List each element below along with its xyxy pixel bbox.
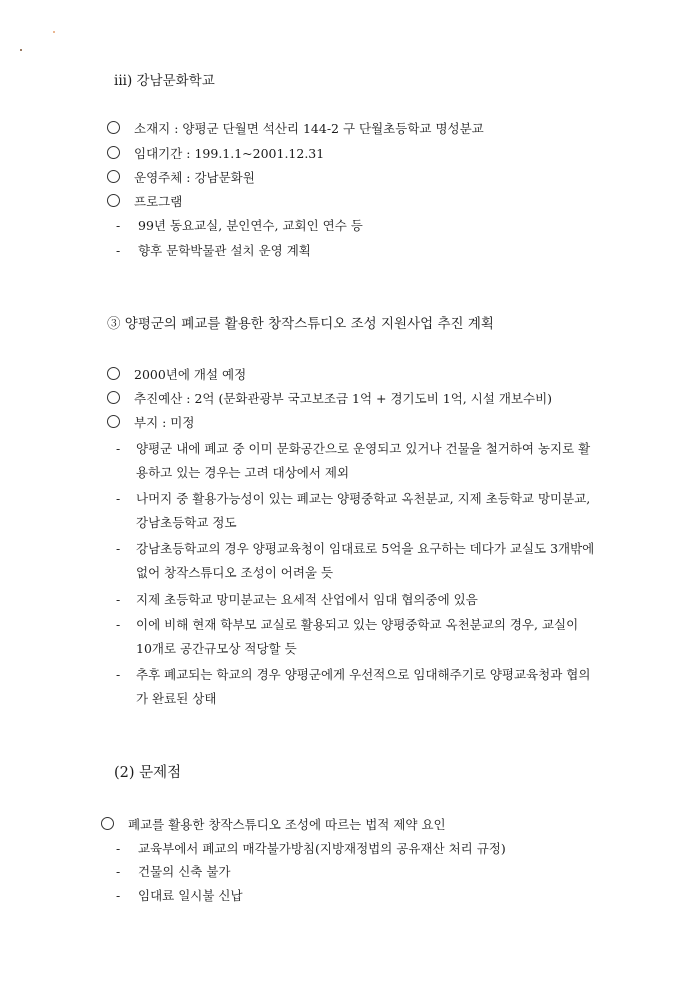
dash-item: - 양평군 내에 폐교 중 이미 문화공간으로 운영되고 있거나 건물을 철거하여 농지로 활	[116, 441, 591, 456]
circle-bullet-icon	[107, 391, 120, 404]
dash-item: - 지제 초등학교 망미분교는 요세적 산업에서 임대 협의중에 있음	[116, 592, 478, 607]
dash-item: - 강남초등학교의 경우 양평교육청이 임대료로 5억을 요구하는 데다가 교실도 3개밖에	[116, 541, 595, 556]
dash-item: - 건물의 신축 불가	[116, 864, 231, 879]
circle-bullet-icon	[107, 367, 120, 380]
dash-item: - 추후 폐교되는 학교의 경우 양평군에게 우선적으로 임대해주기로 양평교육청과 협의	[116, 667, 591, 682]
section-2-title: (2) 문제점	[114, 765, 182, 781]
circle-bullet-icon	[101, 817, 114, 830]
dash-item: - 99년 동요교실, 분인연수, 교회인 연수 등	[116, 218, 363, 233]
circle-bullet-icon	[107, 415, 120, 428]
scan-speck	[53, 31, 55, 33]
list-item: 임대기간 : 199.1.1~2001.12.31	[107, 146, 324, 162]
section-iii-title: iii) 강남문화학교	[114, 73, 215, 89]
list-item: 2000년에 개설 예정	[107, 367, 246, 383]
dash-item: - 향후 문학박물관 설치 운영 계획	[116, 243, 311, 258]
circle-bullet-icon	[107, 146, 120, 159]
dash-item: - 이에 비해 현재 학부모 교실로 활용되고 있는 양평중학교 옥천분교의 경우, 교실이	[116, 617, 579, 632]
dash-item-cont: 10개로 공간규모상 적당할 듯	[136, 641, 297, 656]
list-item: 폐교를 활용한 창작스튜디오 조성에 따르는 법적 제약 요인	[101, 817, 446, 833]
list-item: 프로그램	[107, 194, 182, 210]
dash-item-cont: 없어 창작스튜디오 조성이 어려울 듯	[136, 565, 334, 580]
dash-item: - 나머지 중 활용가능성이 있는 폐교는 양평중학교 옥천분교, 지제 초등학교 망미분교,	[116, 491, 591, 506]
scan-speck	[20, 49, 22, 51]
list-item: 소재지 : 양평군 단월면 석산리 144-2 구 단월초등학교 명성분교	[107, 121, 484, 137]
dash-item: - 교육부에서 폐교의 매각불가방침(지방재정법의 공유재산 처리 규정)	[116, 841, 506, 856]
circle-bullet-icon	[107, 194, 120, 207]
circle-bullet-icon	[107, 121, 120, 134]
list-item: 운영주체 : 강남문화원	[107, 170, 255, 186]
circle-bullet-icon	[107, 170, 120, 183]
list-item: 추진예산 : 2억 (문화관광부 국고보조금 1억 + 경기도비 1억, 시설 개보수비)	[107, 391, 552, 407]
list-item: 부지 : 미정	[107, 415, 194, 431]
dash-item: - 임대료 일시불 신납	[116, 888, 243, 903]
dash-item-cont: 강남초등학교 정도	[136, 515, 237, 530]
section-3-title: ③ 양평군의 폐교를 활용한 창작스튜디오 조성 지원사업 추진 계획	[107, 316, 494, 332]
dash-item-cont: 가 완료된 상태	[136, 691, 217, 706]
dash-item-cont: 용하고 있는 경우는 고려 대상에서 제외	[136, 465, 350, 480]
